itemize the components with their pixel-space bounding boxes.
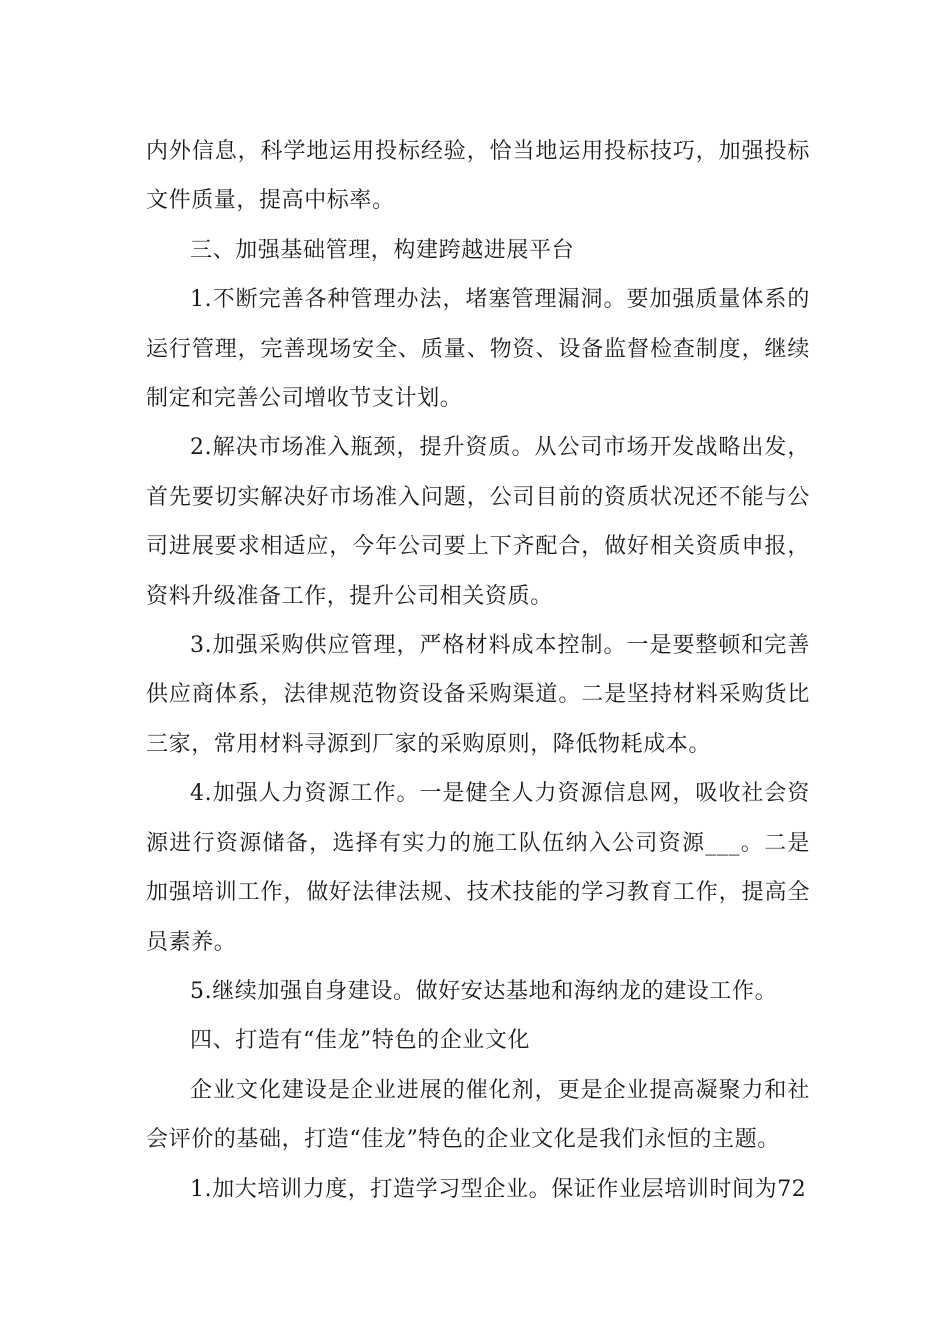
paragraph-continuation: 内外信息，科学地运用投标经验，恰当地运用投标技巧，加强投标文件质量，提高中标率。: [146, 139, 810, 214]
section-heading-3: 三、加强基础管理，构建跨越进展平台: [190, 237, 575, 263]
paragraph-culture-item-1: 1.加大培训力度，打造学习型企业。保证作业层培训时间为72: [190, 1176, 807, 1202]
section-heading-4: 四、打造有“佳龙”特色的企业文化: [190, 1028, 531, 1054]
document-body: [146, 127, 810, 1214]
paragraph-item-3: 3.加强采购供应管理，严格材料成本控制。一是要整顿和完善供应商体系，法律规范物资设备采购渠道。二是坚持材料采购货比三家，常用材料寻源到厂家的采购原则，降低物耗成本。: [146, 633, 810, 757]
paragraph-item-5: 5.继续加强自身建设。做好安达基地和海纳龙的建设工作。: [190, 978, 778, 1004]
paragraph-item-2: 2.解决市场准入瓶颈，提升资质。从公司市场开发战略出发，首先要切实解决好市场准入问题，公司目前的资质状况还不能与公司进展要求相适应，今年公司要上下齐配合，做好相关资质申报，资料升级准备工作，提升公司相关资质。: [146, 435, 810, 609]
paragraph-item-4: 4.加强人力资源工作。一是健全人力资源信息网，吸收社会资源进行资源储备，选择有实力的施工队伍纳入公司资源___。二是加强培训工作，做好法律法规、技术技能的学习教育工作，提高全员素养。: [146, 781, 810, 955]
paragraph-item-1: 1.不断完善各种管理办法，堵塞管理漏洞。要加强质量体系的运行管理，完善现场安全、质量、物资、设备监督检查制度，继续制定和完善公司增收节支计划。: [146, 287, 810, 412]
paragraph-culture-intro: 企业文化建设是企业进展的催化剂，更是企业提高凝聚力和社会评价的基础，打造“佳龙”特色的企业文化是我们永恒的主题。: [146, 1077, 810, 1153]
